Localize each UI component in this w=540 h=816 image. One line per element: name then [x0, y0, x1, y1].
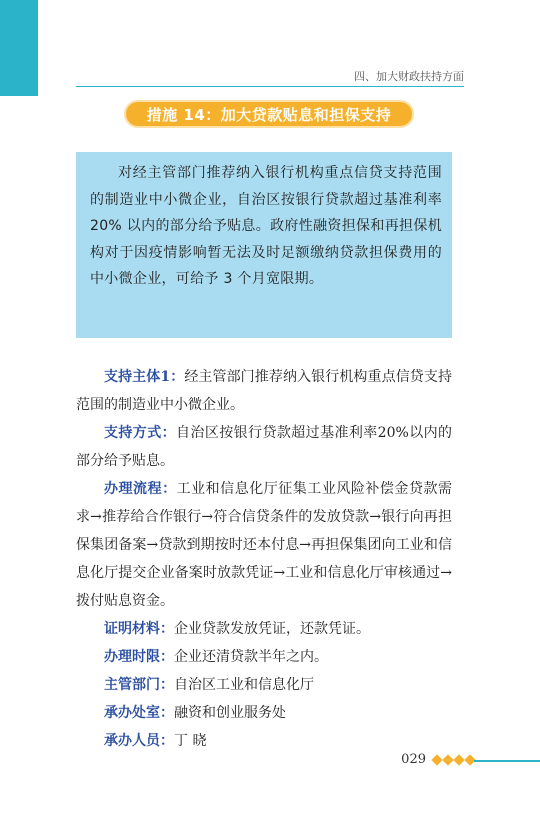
detail-deadline — [76, 643, 452, 671]
diamond-icon — [453, 754, 464, 765]
detail-label: 承办处室： — [104, 705, 174, 721]
detail-label: 办理流程： — [104, 481, 177, 497]
detail-process — [76, 475, 452, 615]
diamond-icon — [442, 754, 453, 765]
detail-label: 证明材料： — [104, 621, 174, 637]
detail-office — [76, 699, 452, 727]
detail-label: 支持主体1： — [104, 369, 185, 385]
measure-title-banner — [124, 100, 414, 128]
detail-materials — [76, 615, 452, 643]
detail-value: 工业和信息化厅征集工业风险补偿金贷款需求→推荐给合作银行→符合信贷条件的发放贷款→银行向再担保集团备案→贷款到期按时还本付息→再担保集团向工业和信息化厅提交企业备案时放款凭证→工业和信息化厅审核通过→拨付贴息资金。 — [76, 481, 452, 609]
detail-person — [76, 727, 452, 755]
footer-diamond-ornament — [432, 752, 475, 768]
footer-rule — [474, 760, 540, 762]
detail-method — [76, 419, 452, 475]
detail-value: 自治区按银行贷款超过基准利率20%以内的部分给予贴息。 — [76, 425, 453, 469]
header-rule — [76, 86, 464, 87]
detail-value: 融资和创业服务处 — [174, 705, 286, 721]
side-accent-bar — [0, 0, 38, 96]
detail-department — [76, 671, 452, 699]
detail-value: 企业还清贷款半年之内。 — [174, 649, 328, 665]
measure-title: 措施 14：加大贷款贴息和担保支持 — [146, 105, 392, 124]
summary-box: 对经主管部门推荐纳入银行机构重点信贷支持范围的制造业中小微企业，自治区按银行贷款超过基准利率 20% 以内的部分给予贴息。政府性融资担保和再担保机构对于因疫情影响暂无法及时足额缴纳贷款担保费用的中小微企业，可给予 3 个月宽限期。 — [76, 152, 452, 338]
detail-label: 办理时限： — [104, 649, 174, 665]
details-section — [76, 363, 452, 755]
page-number: 029 — [401, 752, 426, 767]
diamond-icon — [431, 754, 442, 765]
detail-value: 经主管部门推荐纳入银行机构重点信贷支持范围的制造业中小微企业。 — [76, 369, 452, 413]
section-header: 四、加大财政扶持方面 — [354, 70, 464, 83]
detail-subject — [76, 363, 452, 419]
detail-value: 丁 晓 — [174, 733, 207, 749]
detail-label: 承办人员： — [104, 733, 174, 749]
detail-value: 自治区工业和信息化厅 — [174, 677, 314, 693]
detail-value: 企业贷款发放凭证，还款凭证。 — [174, 621, 370, 637]
detail-label: 主管部门： — [104, 677, 174, 693]
detail-label: 支持方式： — [104, 425, 177, 441]
